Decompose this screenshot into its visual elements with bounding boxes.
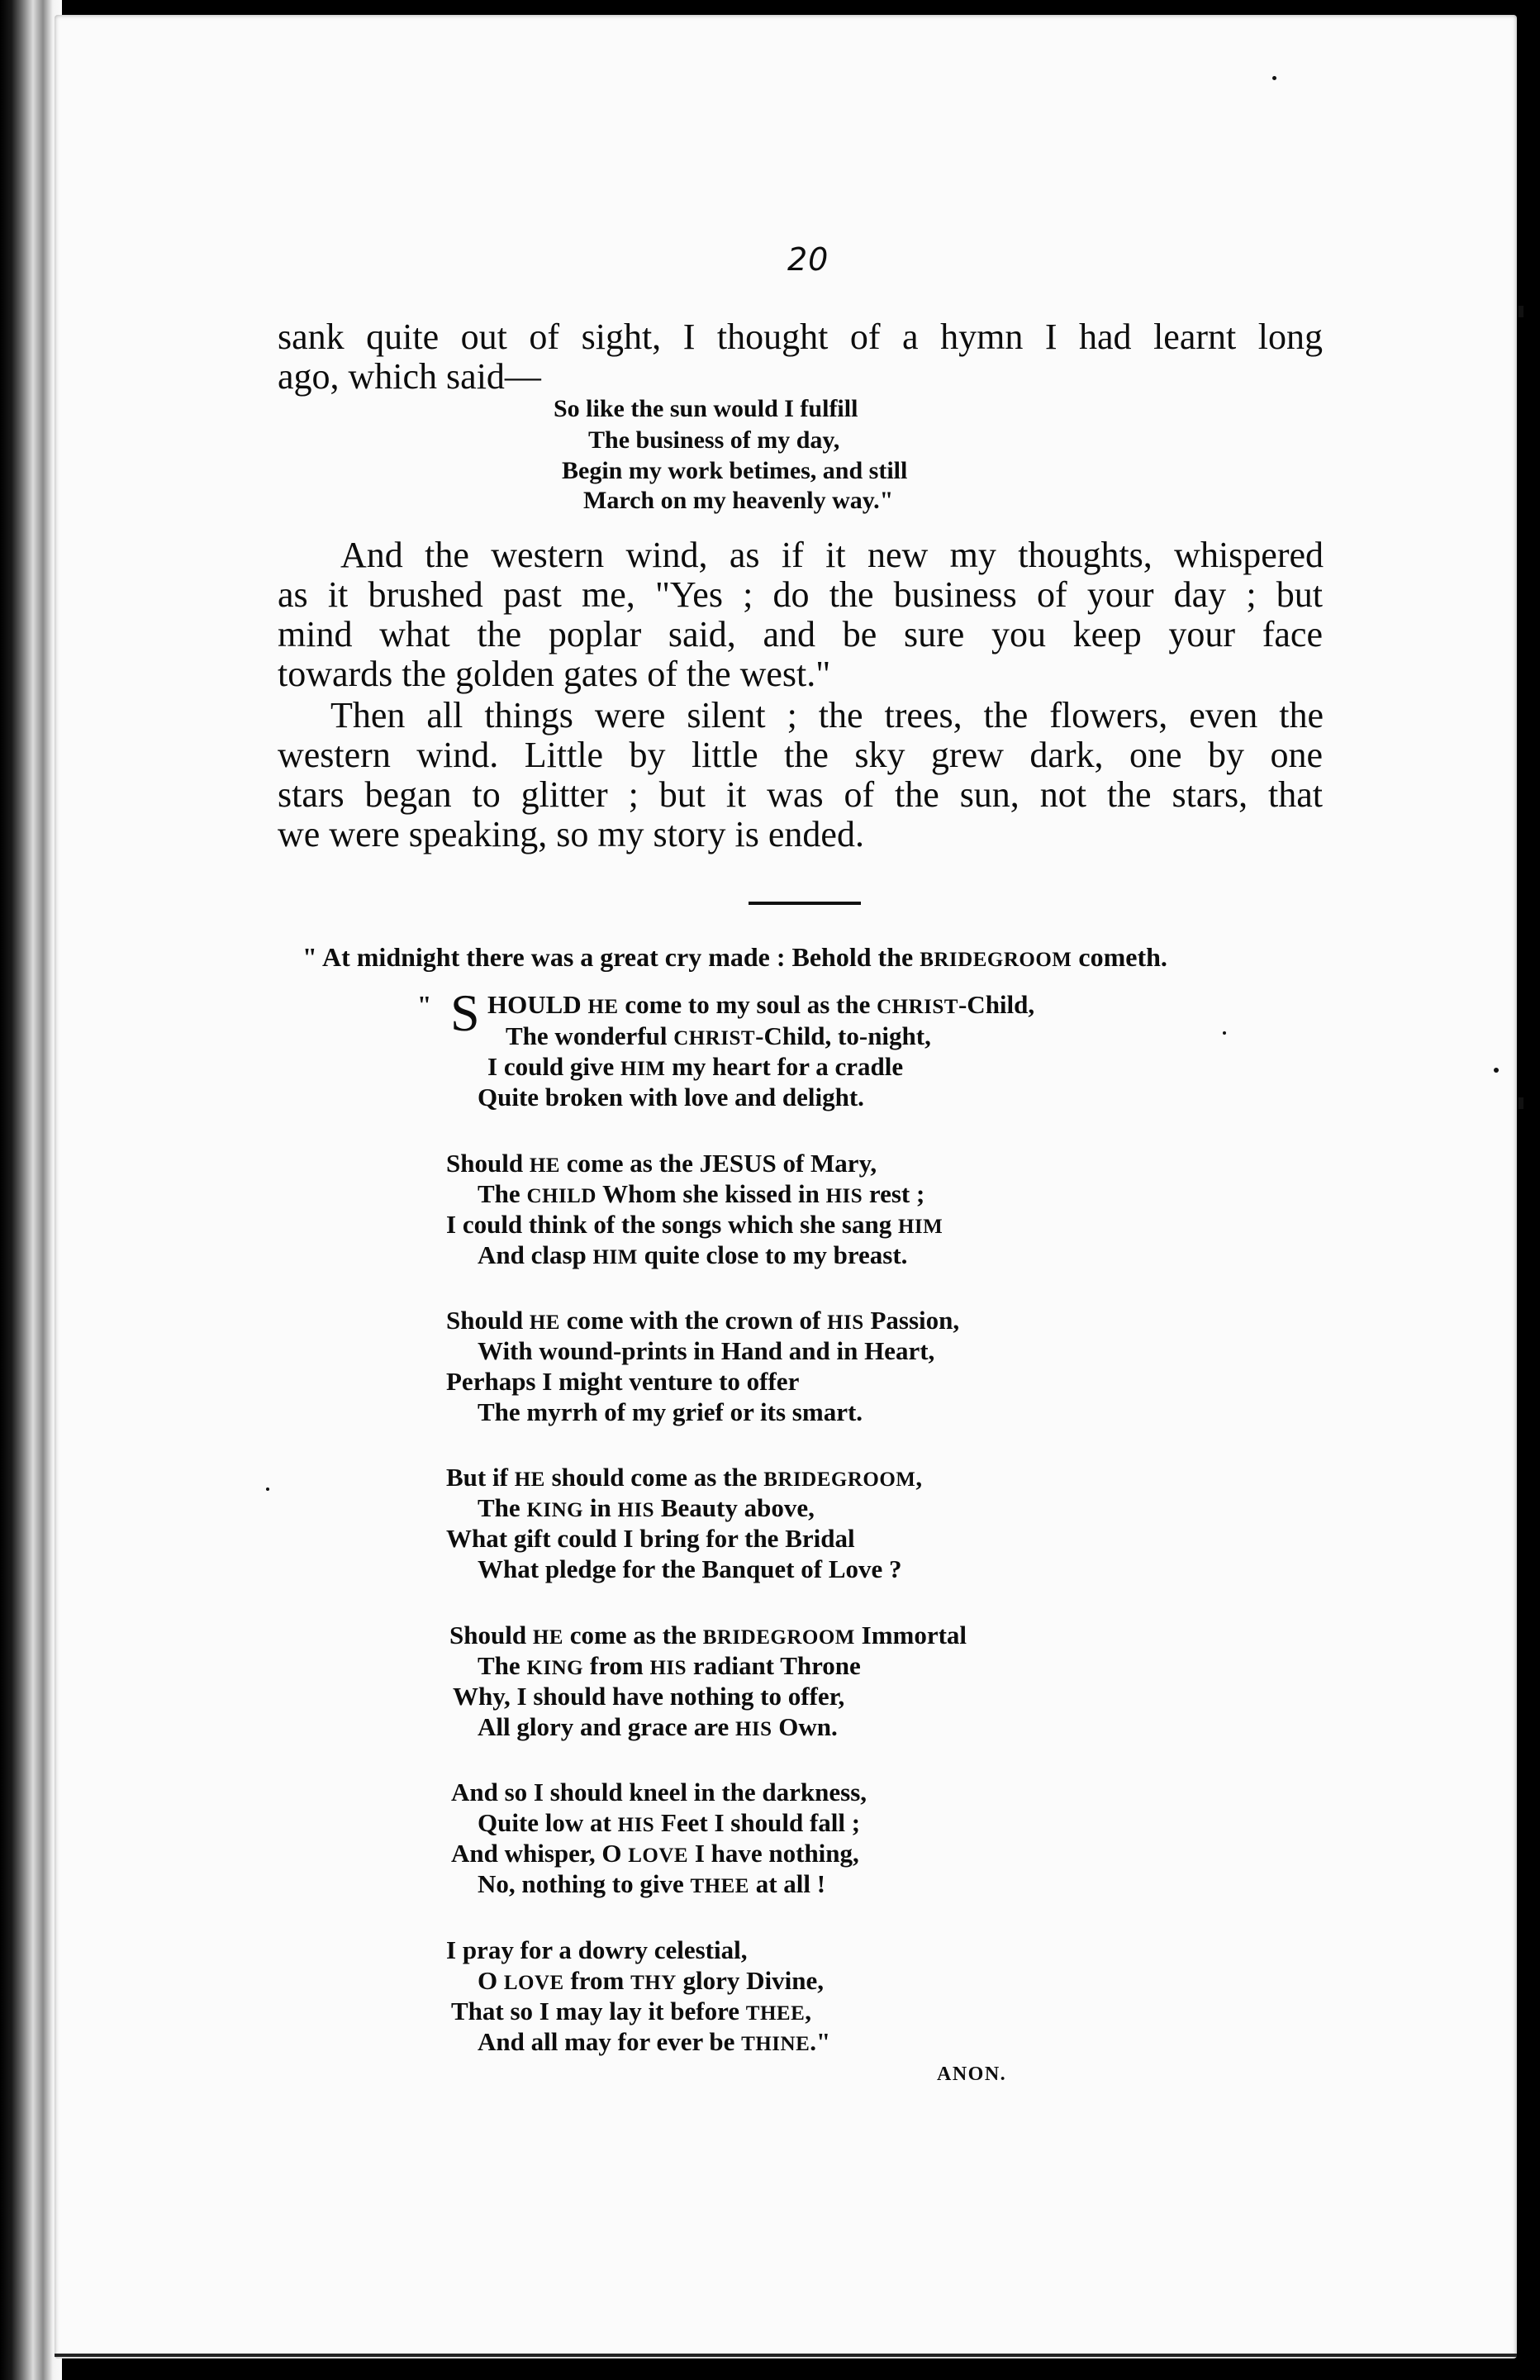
poem-text: my heart for a cradle (665, 1052, 904, 1081)
hymn-line: March on my heavenly way." (583, 487, 894, 514)
poem-text: O (478, 1966, 504, 1995)
smallcaps-word: LOVE (503, 1972, 564, 1994)
poem-line (446, 1306, 959, 1338)
poem-line (478, 2027, 830, 2059)
poem-line (478, 1869, 825, 1902)
scan-speck (1519, 306, 1523, 317)
smallcaps-word: HIS (825, 1185, 863, 1207)
scan-speck (1519, 1097, 1523, 1109)
scan-speck (1272, 76, 1276, 80)
smallcaps-word: HIS (649, 1657, 687, 1679)
poem-text: Passion, (863, 1306, 960, 1335)
page-bottom-edge (55, 2354, 1517, 2357)
smallcaps-word: THEE (745, 2002, 806, 2025)
poem-line (478, 1808, 860, 1840)
poem-line (451, 1839, 859, 1871)
poem-attribution: ANON. (937, 2063, 1007, 2085)
poem-text: Beauty above, (654, 1493, 815, 1522)
poem-line (446, 1149, 877, 1181)
smallcaps-word: THINE (741, 2033, 810, 2055)
story-line: stars began to glitter ; but it was of the sun, not the stars, that (278, 774, 1323, 815)
poem-line (487, 1052, 903, 1084)
smallcaps-word: CHILD (526, 1185, 597, 1207)
smallcaps-word: KING (526, 1499, 584, 1521)
poem-line (487, 990, 1034, 1022)
poem-text: I have nothing, (688, 1839, 859, 1868)
epigraph-text: cometh. (1072, 942, 1167, 972)
poem-text: The wonderful (506, 1021, 674, 1050)
smallcaps-word: BRIDEGROOM (763, 1468, 916, 1491)
poem-text: No, nothing to give (478, 1869, 691, 1898)
poem-text: All glory and grace are (478, 1712, 735, 1741)
poem-text: Quite low at (478, 1808, 618, 1837)
poem-line: The myrrh of my grief or its smart. (478, 1397, 863, 1426)
poem-line: Perhaps I might venture to offer (446, 1367, 800, 1396)
poem-text: Should (449, 1621, 533, 1649)
poem-text: I could think of the songs which she sang (446, 1210, 898, 1239)
section-divider (749, 902, 861, 905)
poem-line (506, 1021, 931, 1054)
poem-text: radiant Throne (687, 1651, 861, 1680)
poem-text: -Child, (958, 990, 1035, 1019)
poem-epigraph (302, 942, 1167, 975)
story-line: western wind. Little by little the sky grew dark, one by one (278, 735, 1323, 775)
smallcaps-word: THEE (690, 1875, 749, 1897)
poem-text: from (563, 1966, 631, 1995)
opening-quote: " (417, 990, 432, 1019)
poem-line (451, 1997, 811, 2029)
poem-text: Immortal (854, 1621, 967, 1649)
poem-text: And whisper, O (451, 1839, 629, 1868)
smallcaps-word: BRIDEGROOM (702, 1626, 855, 1649)
smallcaps-word: HIS (734, 1718, 772, 1740)
poem-text: The (478, 1493, 527, 1522)
poem-line (446, 1210, 943, 1242)
smallcaps-word: CHRIST (877, 996, 958, 1018)
smallcaps-word: HIS (617, 1814, 655, 1836)
poem-text: Whom she kissed in (596, 1179, 826, 1208)
smallcaps-word: HIS (827, 1311, 864, 1334)
story-line: sank quite out of sight, I thought of a hymn I had learnt long (278, 317, 1323, 357)
poem-text: The (478, 1179, 527, 1208)
poem-line: Why, I should have nothing to offer, (453, 1682, 845, 1711)
story-line: we were speaking, so my story is ended. (278, 814, 864, 854)
poem-line (478, 1651, 861, 1683)
smallcaps-word: HE (529, 1154, 560, 1177)
poem-text: come as the (563, 1621, 703, 1649)
poem-text: in (583, 1493, 618, 1522)
poem-line (478, 1240, 907, 1273)
poem-text: Feet I should fall ; (654, 1808, 861, 1837)
poem-line: What pledge for the Banquet of Love ? (478, 1554, 902, 1583)
poem-line (478, 1493, 815, 1526)
smallcaps-word: BRIDEGROOM (920, 949, 1072, 971)
poem-line (478, 1179, 924, 1211)
story-line: Then all things were silent ; the trees, the flowers, even the (330, 695, 1324, 735)
poem-text: Should (446, 1306, 530, 1335)
story-line: towards the golden gates of the west." (278, 654, 831, 694)
smallcaps-word: HIM (592, 1246, 638, 1269)
poem-line (449, 1621, 967, 1653)
story-line: mind what the poplar said, and be sure you keep your face (278, 614, 1323, 654)
poem-text: And all may for ever be (478, 2027, 742, 2056)
poem-text: I could give (487, 1052, 621, 1081)
poem-text: from (583, 1651, 650, 1680)
hymn-line: The business of my day, (588, 426, 840, 454)
hymn-line: Begin my work betimes, and still (562, 457, 908, 484)
smallcaps-word: HIM (897, 1216, 943, 1238)
book-binding-edge (0, 0, 62, 2380)
poem-text: HOULD (487, 990, 588, 1019)
smallcaps-word: HIS (617, 1499, 655, 1521)
poem-text: And clasp (478, 1240, 593, 1269)
poem-line: And so I should kneel in the darkness, (451, 1778, 867, 1806)
poem-text: Should (446, 1149, 530, 1178)
poem-line: What gift could I bring for the Bridal (446, 1524, 855, 1553)
page-number: 20 (787, 241, 829, 278)
poem-line: I pray for a dowry celestial, (446, 1935, 748, 1964)
drop-cap: S (450, 983, 480, 1042)
poem-text: come with the crown of (559, 1306, 828, 1335)
poem-text: come as the JESUS of Mary, (559, 1149, 877, 1178)
poem-text: The (478, 1651, 527, 1680)
story-line: And the western wind, as if it new my thoughts, whispered (340, 535, 1324, 575)
smallcaps-word: HIM (620, 1058, 666, 1080)
poem-text: , (915, 1463, 923, 1492)
poem-text: , (805, 1997, 812, 2025)
smallcaps-word: HE (514, 1468, 545, 1491)
epigraph-text: " At midnight there was a great cry made : Behold the (302, 942, 920, 972)
story-line: as it brushed past me, "Yes ; do the business of your day ; but (278, 574, 1323, 615)
smallcaps-word: HE (532, 1626, 563, 1649)
hymn-line: So like the sun would I fulfill (554, 395, 858, 422)
smallcaps-word: CHRIST (673, 1027, 756, 1050)
poem-text: -Child, to-night, (755, 1021, 931, 1050)
smallcaps-word: KING (526, 1657, 584, 1679)
scan-speck (1223, 1031, 1226, 1035)
poem-text: Own. (772, 1712, 838, 1741)
poem-text: glory Divine, (676, 1966, 825, 1995)
poem-text: But if (446, 1463, 515, 1492)
poem-text: ." (810, 2027, 831, 2056)
poem-text: at all ! (749, 1869, 826, 1898)
smallcaps-word: HE (529, 1311, 560, 1334)
smallcaps-word: LOVE (628, 1844, 689, 1867)
smallcaps-word: THY (630, 1972, 677, 1994)
poem-line (446, 1463, 922, 1495)
poem-text: That so I may lay it before (451, 1997, 746, 2025)
smallcaps-word: HE (587, 996, 619, 1018)
poem-text: come to my soul as the (618, 990, 877, 1019)
poem-line: Quite broken with love and delight. (478, 1083, 864, 1111)
poem-text: should come as the (544, 1463, 764, 1492)
scan-speck (1494, 1068, 1499, 1073)
poem-text: rest ; (863, 1179, 925, 1208)
story-line: ago, which said— (278, 356, 541, 397)
scan-speck (266, 1488, 269, 1491)
poem-text: quite close to my breast. (637, 1240, 908, 1269)
poem-line: With wound-prints in Hand and in Heart, (478, 1336, 935, 1365)
poem-line (478, 1712, 838, 1745)
poem-line (478, 1966, 824, 1998)
